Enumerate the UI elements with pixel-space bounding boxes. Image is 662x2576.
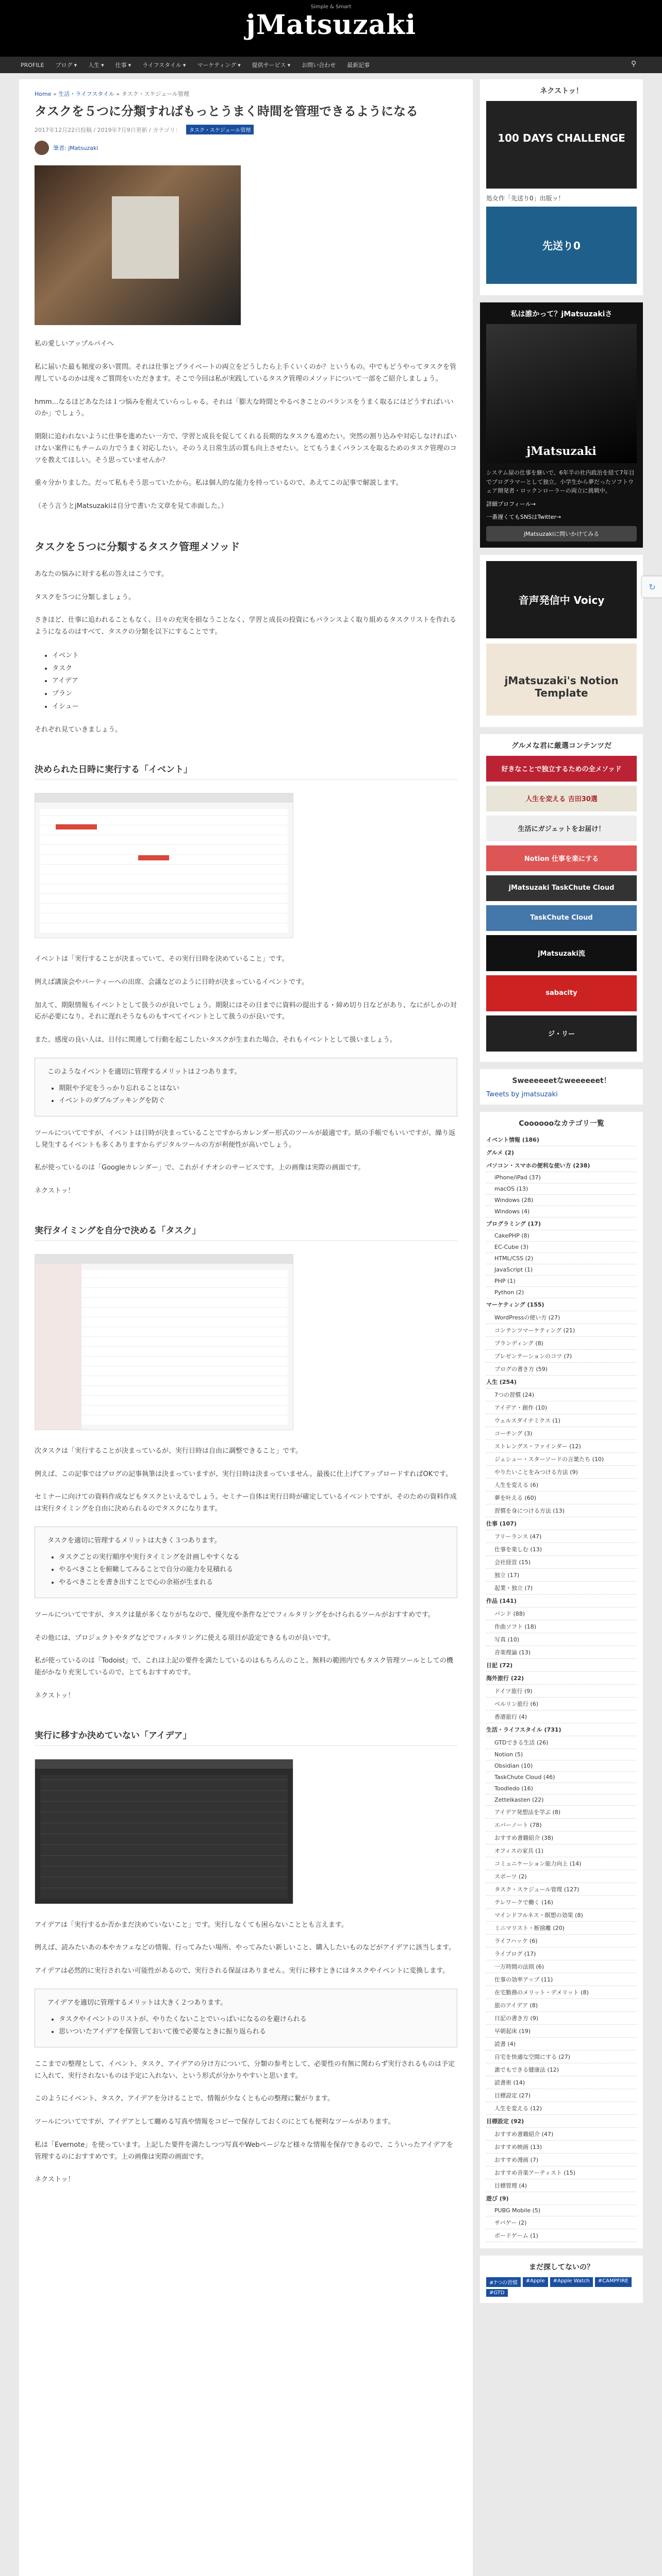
paragraph: ネクストッ！ xyxy=(35,2176,75,2184)
paragraph: ここまでの整理として、イベント、タスク、アイデアの分け方について、分類の参考として、必要性の有無に関わらず実行されるものは予定に入れて、実行されないものは予定に入れない、という形式が分かりやすいと思います。 xyxy=(35,2060,455,2080)
paragraph: ツールについてですが、アイデアとして纏める写真や情報をコピーで保存しておくのにとても便利なツールがあります。 xyxy=(35,2118,395,2126)
list-item: • タスクごとの実行順序や実行タイミングを計画しやすくなる xyxy=(59,1551,444,1564)
category-item[interactable]: オフィスの家具 (1) xyxy=(486,1844,637,1857)
benefits-box xyxy=(35,1527,457,1598)
benefits-box xyxy=(35,1989,457,2047)
paragraph: ネクストッ！ xyxy=(35,1691,75,1700)
ask-button[interactable]: jMatsuzakiに問いかけてみる xyxy=(486,526,637,541)
site-logo[interactable]: jMatsuzaki xyxy=(245,9,417,41)
promo-banner[interactable]: jMatsuzaki TaskChute Cloud xyxy=(486,875,637,901)
box-intro: アイデアを適切に管理するメリットは大きく２つあります。 xyxy=(47,1998,227,2007)
category-item[interactable]: Toodledo (16) xyxy=(486,1783,637,1794)
nav-item-label: 人生 xyxy=(88,62,100,69)
paragraph: 例えば、この記事ではブログの記事執筆は決まっていますが、実行日時は決まっていません。最後に仕上げてアップロードすればOKです。 xyxy=(35,1470,453,1478)
sidebar-title: ネクストッ！ xyxy=(540,87,583,95)
category-item[interactable]: 夢を叶える (60) xyxy=(486,1492,637,1504)
category-item[interactable]: ストレングス・ファインダー (12) xyxy=(486,1440,637,1453)
category-group[interactable]: 海外旅行 (22) xyxy=(486,1672,637,1685)
avatar xyxy=(35,141,49,155)
category-item[interactable]: Obsidian (10) xyxy=(486,1760,637,1772)
category-group[interactable]: 人生 (254) xyxy=(486,1376,637,1388)
paragraph: さきほど、仕事に追われることもなく、日々の充実を損なうことなく、学習と成長の投資にもバランスよく取り組めるタスクリストを作れるようになるのはすべて、タスクの分類を以下にすることです。 xyxy=(35,616,456,636)
profile-link[interactable]: 詳細プロフィール→ xyxy=(486,500,536,507)
category-item[interactable]: 作曲ソフト (18) xyxy=(486,1620,637,1633)
twitter-link[interactable]: Tweets by jmatsuzaki xyxy=(486,1090,558,1098)
paragraph: hmm...なるほどあなたは１つ悩みを抱えていらっしゃる。それは「膨大な時間とやるべきことのバランスをうまく取るにはどうすればいいのか」でしょう。 xyxy=(35,398,454,418)
promo-banner[interactable]: 好きなことで独立するための全メソッド xyxy=(486,756,637,782)
chevron-down-icon: ▾ xyxy=(183,61,186,69)
paragraph: アイデアは「実行するか否かまだ決めていないこと」です。実行しなくても困らないこととも言えます。 xyxy=(35,1921,348,1929)
nav-item-services[interactable] xyxy=(252,61,291,69)
category-item[interactable]: エバーノート (78) xyxy=(486,1819,637,1832)
category-item[interactable]: フリーランス (47) xyxy=(486,1530,637,1543)
promo-banner[interactable]: sabacity xyxy=(486,975,637,1011)
category-item[interactable]: ライフハック (6) xyxy=(486,1935,637,1947)
paragraph: 次タスクは「実行することが決まっているが、実行日時は自由に調整できること」です。 xyxy=(35,1447,302,1455)
nav-item-profile[interactable] xyxy=(21,62,44,69)
nav-item-label: マーケティング xyxy=(197,62,237,69)
tag-chip[interactable]: #CAMPFIRE xyxy=(595,2277,632,2287)
category-item[interactable]: iPhone/iPad (37) xyxy=(486,1172,637,1183)
category-item[interactable]: バンド (88) xyxy=(486,1607,637,1620)
tag-cloud xyxy=(486,2277,637,2297)
book-text: 処女作「先送り0」出版ッ！ xyxy=(486,195,565,202)
category-item[interactable]: 起業・独立 (7) xyxy=(486,1582,637,1595)
paragraph: 期限に追われないように仕事を進めたい一方で、学習と成長を促してくれる長期的なタスクも進めたい。突然の割り込みや対応しなければいけない案件にもチームの力でうまく対応したい。そのうえ日常生活の質も向上させたい。とてもうまくバランスを取るためのタスク管理のコツを教えてほしい。そう思っていませんか？ xyxy=(35,433,457,464)
list-item: • やるべきことを書き出すことで心の余裕が生まれる xyxy=(59,1577,444,1589)
chevron-down-icon: ▾ xyxy=(128,61,131,69)
profile-block xyxy=(480,302,643,548)
category-item[interactable]: マインドフルネス・瞑想の効果 (8) xyxy=(486,1909,637,1922)
site-tagline: Simple & Smart xyxy=(310,4,352,10)
category-item[interactable]: ジェシュー・スターソードの言葉たち (10) xyxy=(486,1453,637,1466)
chevron-down-icon: ▾ xyxy=(101,61,104,69)
breadcrumb-current: タスク・スケジュール管理 xyxy=(121,91,189,97)
category-item[interactable]: 会社経営 (15) xyxy=(486,1556,637,1569)
category-item[interactable]: CakePHP (8) xyxy=(486,1230,637,1242)
sidebar xyxy=(480,79,643,2576)
list-item: • 思いついたアイデアを保管しておいて後で必要なときに振り返られる xyxy=(59,2026,444,2039)
category-group[interactable]: マーケティング (155) xyxy=(486,1298,637,1311)
category-item[interactable]: Python (2) xyxy=(486,1287,637,1298)
category-item[interactable]: ベルリン旅行 (6) xyxy=(486,1698,637,1710)
category-item[interactable]: Notion (5) xyxy=(486,1749,637,1760)
category-group[interactable]: プログラミング (17) xyxy=(486,1217,637,1230)
category-item[interactable]: Zettelkasten (22) xyxy=(486,1794,637,1806)
site-header xyxy=(0,0,662,57)
tag-chip[interactable]: #7つの習慣 xyxy=(486,2277,521,2287)
paragraph: 私の愛しいアップルパイへ xyxy=(35,340,114,348)
list-item: • イベント xyxy=(52,650,457,663)
box-intro: タスクを適切に管理するメリットは大きく３つあります。 xyxy=(47,1536,221,1545)
list-item: • 期限や予定をうっかり忘れることはない xyxy=(59,1082,444,1095)
category-item[interactable]: 旅のアイデア (8) xyxy=(486,1999,637,2012)
profile-name: jMatsuzaki xyxy=(526,445,597,458)
paragraph: このようにイベント、タスク、アイデアを分けることで、情報が少なくとも心の整理に繋がります。 xyxy=(35,2095,334,2103)
paragraph: イベントは「実行することが決まっていて、その実行日時を決めていること」です。 xyxy=(35,955,289,963)
promo-banner[interactable]: jMatsuzaki流 xyxy=(486,935,637,971)
paragraph: （そう言うとjMatsuzakiは自分で書いた文章を見て赤面した。） xyxy=(35,502,228,511)
hero-image xyxy=(35,165,241,325)
challenge-banner[interactable]: 100 DAYS CHALLENGE xyxy=(486,101,637,189)
paragraph: あなたの悩みに対する私の答えはこうです。 xyxy=(35,570,168,578)
category-item[interactable]: 音楽理論 (13) xyxy=(486,1646,637,1659)
chevron-down-icon: ▾ xyxy=(287,61,291,69)
category-item[interactable]: 人生を変える (12) xyxy=(486,2102,637,2115)
profile-photo xyxy=(486,324,637,463)
paragraph: セミナーに向けての資料作成などもタスクといえるでしょう。セミナー自体は実行日時が確定しているイベントですが、そのための資料作成は実行タイミングを自由に決められるのでタスクになります。 xyxy=(35,1493,457,1513)
category-item[interactable]: 在宅勤務のメリット・デメリット (8) xyxy=(486,1986,637,1999)
evernote-screenshot xyxy=(35,1759,293,1904)
paragraph: タスクを５つに分類しましょう。 xyxy=(35,593,136,601)
category-item[interactable]: 早朝起床 (19) xyxy=(486,2025,637,2038)
nav-item-label: PROFILE xyxy=(21,61,44,69)
category-item[interactable]: 人生を変える (6) xyxy=(486,1479,637,1492)
paragraph: それぞれ見ていきましょう。 xyxy=(35,726,122,734)
category-item[interactable]: PUBG Mobile (5) xyxy=(486,2205,637,2216)
category-item[interactable]: EC-Cube (3) xyxy=(486,1242,637,1253)
category-group[interactable]: 遊び (9) xyxy=(486,2192,637,2205)
category-item[interactable]: やりたいことをみつける方法 (9) xyxy=(486,1466,637,1479)
search-icon[interactable]: ⚲ xyxy=(631,60,637,68)
category-item[interactable]: 読書術 (14) xyxy=(486,2076,637,2089)
category-item[interactable]: コーチング (3) xyxy=(486,1427,637,1440)
paragraph: 私は「Evernote」を使っています。上記した要件を満たしつつ写真やWebページなど様々な情報を保存できるので、こういったアイデアを管理するのにおすすめです。上の画像は実際の画面です。 xyxy=(35,2141,453,2161)
profile-follow-link[interactable]: 一番遅くてもSNSはTwitter→ xyxy=(486,514,561,521)
category-item[interactable]: 目標設定 (27) xyxy=(486,2089,637,2102)
nav-item-label: 提供サービス xyxy=(252,62,286,69)
list-item: • イシュー xyxy=(52,701,457,714)
paragraph: アイデアは必然的に実行されない可能性があるので、実行される保証はありません。実行に移すときにはタスクやイベントに変換します。 xyxy=(35,1967,450,1975)
category-item[interactable]: おすすめ漫画 (7) xyxy=(486,2154,637,2166)
category-item[interactable]: ブログの書き方 (59) xyxy=(486,1363,637,1376)
category-group[interactable]: 目標設定 (92) xyxy=(486,2115,637,2128)
category-item[interactable]: コミュニケーション能力向上 (14) xyxy=(486,1857,637,1870)
article-meta xyxy=(35,125,457,134)
twitter-title: Sweeeeeetなweeeeeet！ xyxy=(512,1076,611,1085)
category-item[interactable]: サバゲー (2) xyxy=(486,2216,637,2229)
category-list xyxy=(486,1133,637,2242)
category-group[interactable]: 生活・ライフスタイル (731) xyxy=(486,1723,637,1736)
nav-item-label: 仕事 xyxy=(115,62,127,69)
category-item[interactable]: 誰でもできる健康法 (12) xyxy=(486,2063,637,2076)
paragraph: 加えて、期限情報もイベントとして扱うのが良いでしょう。期限にはその日までに資料の提出する・締め切り日などがあり、なにがしかの対応が必要になり、それに遅れそうなものもすべてイベントとして扱うのが良いです。 xyxy=(35,1001,457,1021)
benefits-box xyxy=(35,1058,457,1116)
nav-item-life[interactable] xyxy=(88,61,104,69)
category-item[interactable]: 自宅を快適な空間にする (27) xyxy=(486,2050,637,2063)
paragraph: その他には、プロジェクトやタグなどでフィルタリングに使える項目が設定できるものが良いです。 xyxy=(35,1634,335,1642)
paragraph: ツールについてですが、タスクは量が多くなりがちなので、優先度や条件などでフィルタリングをかけられるツールがおすすめです。 xyxy=(35,1611,435,1619)
category-item[interactable]: アイデア・創作 (10) xyxy=(486,1401,637,1414)
notion-template-banner[interactable]: jMatsuzaki's Notion Template xyxy=(486,643,637,716)
category-block xyxy=(480,1112,643,2248)
list-item: • タスク xyxy=(52,663,457,675)
profile-title: 私は誰かって？jMatsuzakiさ xyxy=(510,310,613,318)
nav-item-lifestyle[interactable] xyxy=(142,61,186,69)
profile-text: システム屋の仕事を継いで、6年半の社内政治を経て7年目でプログラマーとして独立。小学生から夢だったソフトウェア開発者・ロックンローラーの両立に挑戦中。 xyxy=(486,469,635,495)
paragraph: 私が使っているのは「Googleカレンダー」で、これがイチオシのサービスです。上の画像は実際の画面です。 xyxy=(35,1164,365,1172)
category-item[interactable]: 7つの習慣 (24) xyxy=(486,1388,637,1401)
paragraph: また、感度の良い人は、日付に関連して行動を起こしたいタスクが生まれた場合、それもイベントとして扱いましょう。 xyxy=(35,1036,397,1044)
nav-item-blog[interactable] xyxy=(56,61,77,69)
category-item[interactable]: JavaScript (1) xyxy=(486,1264,637,1276)
category-item[interactable]: テレワークで働く (16) xyxy=(486,1896,637,1909)
list-item: • アイデア xyxy=(52,675,457,688)
category-item[interactable]: ウェルスダイナミクス (1) xyxy=(486,1414,637,1427)
recommend-block xyxy=(480,734,643,1062)
category-item[interactable]: ミニマリスト・断捨離 (20) xyxy=(486,1922,637,1935)
category-item[interactable]: 日記の書き方 (9) xyxy=(486,2012,637,2025)
category-item[interactable]: 写真 (10) xyxy=(486,1633,637,1646)
category-item[interactable]: 仕事の効率アップ (11) xyxy=(486,1973,637,1986)
nav-item-label: ライフスタイル xyxy=(142,62,181,69)
box-intro: このようなイベントを適切に管理するメリットは２つあります。 xyxy=(47,1067,241,1076)
paragraph: 重々分かりました。だって私もそう思っていたから。私は個人的な能力を持っているので、あえてこの記事で解説します。 xyxy=(35,479,403,487)
promo-banner[interactable]: TaskChute Cloud xyxy=(486,905,637,931)
category-item[interactable]: ブランディング (8) xyxy=(486,1337,637,1350)
paragraph: ネクストッ！ xyxy=(35,1187,75,1195)
category-item[interactable]: おすすめ書籍紹介 (47) xyxy=(486,2128,637,2141)
category-item[interactable]: TaskChute Cloud (46) xyxy=(486,1772,637,1783)
category-item[interactable]: WordPressの使い方 (27) xyxy=(486,1311,637,1324)
category-item[interactable]: タスク・スケジュール管理 (127) xyxy=(486,1883,637,1896)
chevron-down-icon: ▾ xyxy=(238,61,241,69)
category-item[interactable]: コンテンツマーケティング (21) xyxy=(486,1324,637,1337)
category-item[interactable]: ドイツ旅行 (9) xyxy=(486,1685,637,1698)
tag-chip[interactable]: #GTD xyxy=(486,2289,508,2297)
subsection-heading: 実行タイミングを自分で決める「タスク」 xyxy=(35,1223,457,1241)
breadcrumb-lifestyle[interactable]: 生活・ライフスタイル xyxy=(58,91,114,97)
category-item[interactable]: おすすめ音楽アーティスト (15) xyxy=(486,2166,637,2179)
article-main xyxy=(19,79,473,2576)
category-item[interactable]: ライブログ (17) xyxy=(486,1947,637,1960)
recaptcha-icon: ↻ xyxy=(649,582,656,592)
paragraph: 例えば、読みたいあの本やカフェなどの情報、行ってみたい場所、やってみたい新しいこと、購入したいものなどがアイデアに該当します。 xyxy=(35,1944,456,1952)
category-item[interactable]: PHP (1) xyxy=(486,1276,637,1287)
author-row xyxy=(35,141,457,155)
nav-item-label: ブログ xyxy=(55,62,73,69)
chevron-down-icon: ▾ xyxy=(74,61,77,69)
category-item[interactable]: 香港旅行 (4) xyxy=(486,1710,637,1723)
category-group[interactable]: 日記 (72) xyxy=(486,1659,637,1672)
category-item[interactable]: HTML/CSS (2) xyxy=(486,1253,637,1264)
list-item: • イベントのダブルブッキングを防ぐ xyxy=(59,1095,444,1108)
list-item: • やるべきことを俯瞰してみることで自分の能力を見積れる xyxy=(59,1564,444,1577)
category-item[interactable]: おすすめ映画 (13) xyxy=(486,2141,637,2154)
tag-chip[interactable]: #Apple xyxy=(523,2277,548,2287)
nav-item-marketing[interactable] xyxy=(197,61,240,69)
category-item[interactable]: GTDできる生活 (26) xyxy=(486,1736,637,1749)
nav-item-work[interactable] xyxy=(115,61,131,69)
tags-block xyxy=(480,2256,643,2303)
book-banner[interactable]: 先送り0 xyxy=(486,207,637,284)
category-item[interactable]: プレゼンテーションのコツ (7) xyxy=(486,1350,637,1363)
category-item[interactable]: ボードゲーム (1) xyxy=(486,2229,637,2242)
nav-item-contact[interactable] xyxy=(302,61,336,69)
todoist-screenshot xyxy=(35,1254,293,1430)
category-title: Cooooooなカテゴリ一覧 xyxy=(519,1119,604,1128)
category-item[interactable]: 独立 (17) xyxy=(486,1569,637,1582)
task-type-list xyxy=(35,650,457,713)
global-nav xyxy=(0,57,662,73)
category-item[interactable]: macOS (13) xyxy=(486,1183,637,1195)
category-group[interactable]: イベント情報 (186) xyxy=(486,1133,637,1146)
paragraph: ツールについてですが、イベントは日時が決まっていることですからカレンダー形式のツールが最適です。紙の手帳でもいいですが、繰り返し発生するイベントも多くありますからデジタルツールの方が利便性が高いでしょう。 xyxy=(35,1129,456,1149)
category-item[interactable]: 読書 (4) xyxy=(486,2038,637,2050)
promo-banner[interactable]: 生活にガジェットをお届け！ xyxy=(486,816,637,841)
subsection-heading: 実行に移すか決めていない「アイデア」 xyxy=(35,1728,457,1746)
category-item[interactable]: 習慣を身につける方法 (13) xyxy=(486,1504,637,1517)
paragraph: 例えば講演会やパーティーへの出席、会議などのように日時が決まっているイベントです。 xyxy=(35,978,308,986)
promo-banner[interactable]: ジ・リー xyxy=(486,1015,637,1052)
nav-item-latest[interactable] xyxy=(347,61,370,69)
category-item[interactable]: Windows (28) xyxy=(486,1195,637,1206)
author-link[interactable]: 筆者: jMatsuzaki xyxy=(53,145,98,152)
category-group[interactable]: 作品 (141) xyxy=(486,1595,637,1607)
category-tag[interactable]: タスク・スケジュール管理 xyxy=(186,125,254,134)
calendar-screenshot xyxy=(35,793,293,938)
category-item[interactable]: スポーツ (2) xyxy=(486,1870,637,1883)
recommend-title: グルメな君に厳選コンテンツだ xyxy=(511,741,612,750)
subsection-heading: 決められた日時に実行する「イベント」 xyxy=(35,762,457,780)
next-block xyxy=(480,79,643,295)
tag-chip[interactable]: #Apple Watch xyxy=(550,2277,593,2287)
section-heading: タスクを５つに分類するタスク管理メソッド xyxy=(35,540,240,553)
category-group[interactable]: 仕事 (107) xyxy=(486,1517,637,1530)
list-item: • プラン xyxy=(52,688,457,701)
nav-item-label: 最新記事 xyxy=(347,62,370,69)
category-item[interactable]: 一万時間の法則 (6) xyxy=(486,1960,637,1973)
category-item[interactable]: 仕事を楽しむ (13) xyxy=(486,1543,637,1556)
promo-banner[interactable]: Notion 仕事を楽にする xyxy=(486,845,637,871)
category-item[interactable]: 目標管理 (4) xyxy=(486,2179,637,2192)
media-block xyxy=(480,555,643,727)
category-group[interactable]: パソコン・スマホの便利な使い方 (238) xyxy=(486,1159,637,1172)
voicy-banner[interactable]: 音声発信中 Voicy xyxy=(486,561,637,638)
breadcrumb-home[interactable]: Home xyxy=(35,91,52,97)
category-item[interactable]: おすすめ書籍紹介 (38) xyxy=(486,1832,637,1844)
category-group[interactable]: グルメ (2) xyxy=(486,1146,637,1159)
article-date: 2017年12月22日投稿 / 2019年7月9日更新 / カテゴリ： xyxy=(35,126,181,133)
category-item[interactable]: アイデア発想法を学ぶ (8) xyxy=(486,1806,637,1819)
paragraph: 私が使っているのは「Todoist」で、これは上記の要件を満たしているのはもちろんのこと、無料の範囲内でもタスク管理ツールとしての機能がかなり充実しているので、とてもおすすめです。 xyxy=(35,1657,453,1677)
nav-item-label: お問い合わせ xyxy=(302,62,336,69)
tags-title: まだ探してないの？ xyxy=(529,2263,594,2272)
breadcrumb: Home » 生活・ライフスタイル » タスク・スケジュール管理 xyxy=(35,91,189,97)
category-item[interactable]: Windows (4) xyxy=(486,1206,637,1217)
promo-banner[interactable]: 人生を変える 吉田30選 xyxy=(486,786,637,811)
recaptcha-badge[interactable] xyxy=(641,576,662,598)
paragraph: 私に届いた最も頻度の多い質問。それは仕事とプライベートの両立をどうしたら上手くいくのか？というもの。中でもどうやってタスクを管理しているのかは度々ご質問をいただきます。そこで今回は私が実践しているタスク管理のメソッドについて一部をご紹介しましょう。 xyxy=(35,363,457,383)
list-item: • タスクやイベントのリストが、やりたくないことでいっぱいになるのを避けられる xyxy=(59,2013,444,2026)
page-title: タスクを５つに分類すればもっとうまく時間を管理できるようになる xyxy=(35,104,418,118)
twitter-block xyxy=(480,1069,643,1105)
